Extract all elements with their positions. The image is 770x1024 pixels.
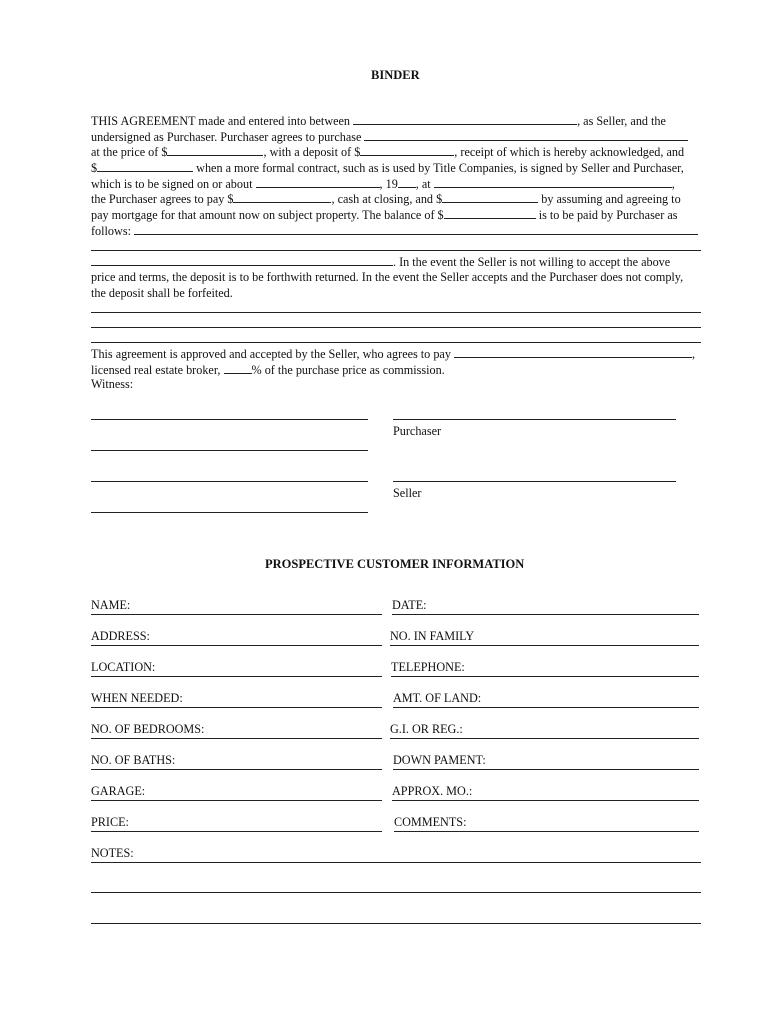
follows-blank[interactable] (91, 239, 701, 251)
address-field[interactable] (91, 629, 382, 646)
notes-field[interactable] (91, 846, 701, 863)
gi-or-reg-field[interactable] (390, 722, 699, 739)
field-label: AMT. OF LAND: (393, 691, 482, 705)
field-label: ADDRESS: (91, 629, 150, 643)
agreement-text: follows: (91, 223, 131, 238)
witness-signature-line[interactable] (91, 512, 368, 513)
purchaser-signature-line[interactable] (393, 419, 676, 420)
witness-label: Witness: (91, 377, 134, 392)
field-label: APPROX. MO.: (392, 784, 473, 798)
agreement-text: the Purchaser agrees to pay $ (91, 192, 234, 207)
comments-field[interactable] (394, 815, 699, 832)
field-label: LOCATION: (91, 660, 156, 674)
agreement-text: is to be paid by Purchaser as (535, 208, 678, 223)
deposit-blank[interactable] (360, 144, 454, 156)
agreement-text: undersigned as Purchaser. Purchaser agrees to purchase (91, 129, 362, 144)
family-size-field[interactable] (390, 629, 699, 646)
name-field[interactable] (91, 598, 382, 615)
baths-field[interactable] (91, 753, 382, 770)
agreement-text: , 19 (379, 176, 398, 191)
agreement-text: , receipt of which is hereby acknowledged, and (454, 145, 685, 160)
agreement-text: the deposit shall be forfeited. (91, 285, 233, 300)
customer-info-title: PROSPECTIVE CUSTOMER INFORMATION (265, 557, 525, 571)
balance-blank[interactable] (444, 207, 536, 219)
witness-signature-line[interactable] (91, 481, 368, 482)
field-label: TELEPHONE: (391, 660, 465, 674)
agreement-text: . In the event the Seller is not willing to accept the above (393, 255, 671, 270)
mortgage-amount-blank[interactable] (442, 191, 538, 203)
garage-field[interactable] (91, 784, 382, 801)
notes-line[interactable] (91, 923, 701, 924)
field-label: DATE: (392, 598, 427, 612)
approval-paragraph (91, 346, 703, 393)
agreement-text: , with a deposit of $ (263, 145, 361, 160)
property-blank[interactable] (364, 129, 688, 141)
field-label: COMMENTS: (394, 815, 467, 829)
field-label: PRICE: (91, 815, 129, 829)
blank-line[interactable] (91, 327, 701, 328)
when-needed-field[interactable] (91, 691, 382, 708)
land-amount-field[interactable] (393, 691, 699, 708)
agreement-text: at the price of $ (91, 145, 168, 160)
field-label: DOWN PAMENT: (393, 753, 486, 767)
seller-signature-line[interactable] (393, 481, 676, 482)
follows-blank[interactable] (134, 223, 698, 235)
agreement-text: $ (91, 161, 98, 176)
agreement-text: by assuming and agreeing to (538, 192, 681, 207)
approval-text: licensed real estate broker, (91, 362, 221, 377)
down-payment-field[interactable] (393, 753, 699, 770)
year-blank[interactable] (398, 176, 416, 188)
field-label: NO. OF BEDROOMS: (91, 722, 205, 736)
agreement-text: when a more formal contract, such as is used by Title Companies, is signed by Seller and Purchaser, (193, 161, 684, 176)
field-label: NO. OF BATHS: (91, 753, 176, 767)
agreement-text: , (671, 176, 675, 191)
follows-blank[interactable] (91, 254, 393, 266)
field-label: WHEN NEEDED: (91, 691, 183, 705)
telephone-field[interactable] (391, 660, 699, 677)
price-field[interactable] (91, 815, 382, 832)
location-blank[interactable] (434, 176, 672, 188)
approval-text: This agreement is approved and accepted by the Seller, who agrees to pay (91, 347, 451, 361)
approval-text: , (691, 347, 696, 361)
purchaser-label: Purchaser (393, 424, 442, 438)
blank-line[interactable] (91, 342, 701, 343)
field-label: G.I. OR REG.: (390, 722, 463, 736)
pay-amount-blank[interactable] (233, 191, 331, 203)
witness-signature-line[interactable] (91, 450, 368, 451)
field-label: GARAGE: (91, 784, 146, 798)
amount-blank[interactable] (97, 160, 193, 172)
binder-title: BINDER (371, 68, 420, 82)
price-blank[interactable] (167, 144, 263, 156)
seller-label: Seller (393, 486, 422, 500)
bedrooms-field[interactable] (91, 722, 382, 739)
approval-text: % of the purchase price as commission. (251, 362, 445, 377)
approx-monthly-field[interactable] (392, 784, 699, 801)
location-field[interactable] (91, 660, 382, 677)
agreement-text: price and terms, the deposit is to be forthwith returned. In the event the Seller accepts and the Purchaser does not comply, (91, 269, 684, 284)
broker-name-blank[interactable] (454, 346, 692, 358)
blank-line[interactable] (91, 312, 701, 313)
contract-date-blank[interactable] (256, 176, 380, 188)
field-label: NAME: (91, 598, 131, 612)
date-field[interactable] (392, 598, 699, 615)
field-label: NO. IN FAMILY (390, 629, 475, 643)
agreement-text: , at (415, 176, 431, 191)
agreement-text: pay mortgage for that amount now on subject property. The balance of $ (91, 208, 444, 223)
agreement-text: which is to be signed on or about (91, 176, 253, 191)
agreement-text: , cash at closing, and $ (331, 192, 443, 207)
witness-signature-line[interactable] (91, 419, 368, 420)
agreement-text: THIS AGREEMENT made and entered into between (91, 114, 351, 128)
commission-blank[interactable] (224, 362, 252, 374)
agreement-text: , as Seller, and the (577, 114, 666, 128)
agreement-paragraph (91, 113, 703, 301)
seller-name-blank[interactable] (353, 113, 577, 125)
notes-line[interactable] (91, 892, 701, 893)
field-label: NOTES: (91, 846, 134, 860)
